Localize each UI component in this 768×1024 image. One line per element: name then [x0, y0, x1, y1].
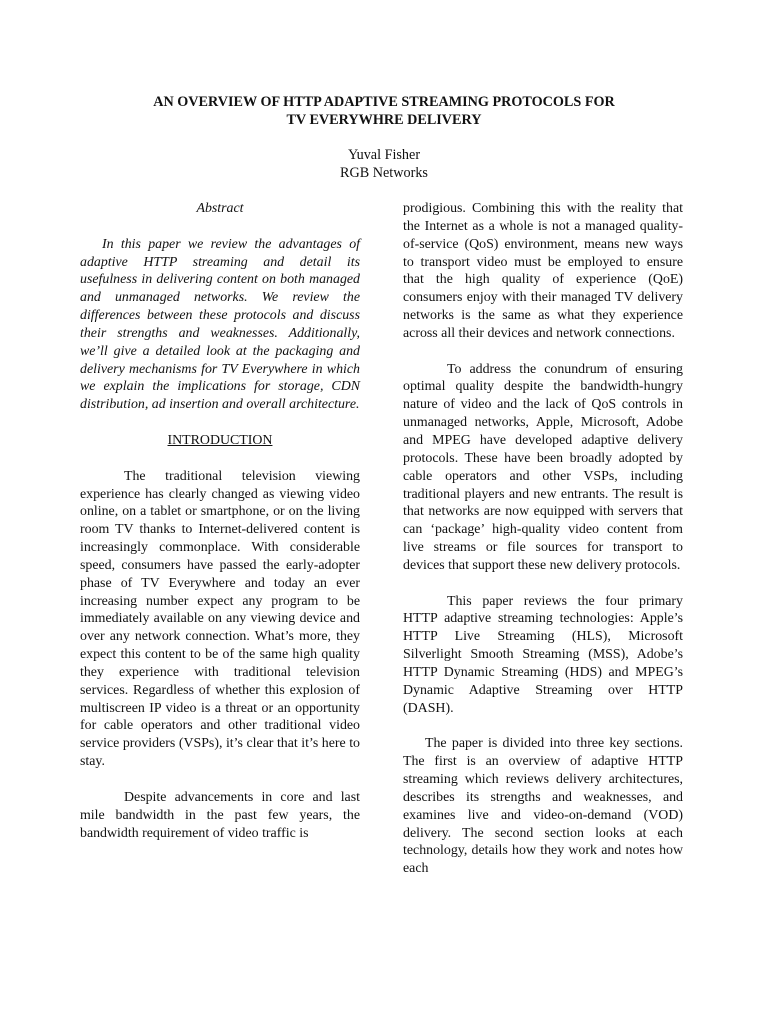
introduction-paragraph: The traditional television viewing experience has clearly changed as viewing video online, on a tablet or smartphone, or on the living room TV thanks to Internet-delivered content is increasingly commonplace. With considerable speed, consumers have passed the early-adopter phase of TV Everywhere and today an ever increasing number expect any program to be immediately available on any viewing device and over any network connection. What’s more, they expect this content to be of the same high quality they experience with traditional television services. Regardless of whether this explosion of multiscreen IP video is a threat or an opportunity for cable operators and other traditional video service providers (VSPs), it’s clear that it’s here to stay. [80, 468, 360, 770]
left-column [80, 200, 360, 860]
body-paragraph: This paper reviews the four primary HTTP adaptive streaming technologies: Apple’s HTTP Live Streaming (HLS), Microsoft Silverlight Smooth Streaming (MSS), Adobe’s HTTP Dynamic Streaming (HDS) and MPEG’s Dynamic Adaptive Streaming over HTTP (DASH). [403, 593, 683, 716]
introduction-heading: INTRODUCTION [167, 432, 273, 448]
abstract-heading: Abstract [196, 201, 244, 216]
author-name: Yuval Fisher [347, 147, 421, 163]
body-paragraph: The paper is divided into three key sections. The first is an overview of adaptive HTTP streaming which reviews delivery architectures, describes its strengths and weaknesses, and examines live and video-on-demand (VOD) delivery. The second section looks at each technology, details how they work and notes how each [403, 736, 683, 877]
introduction-paragraph: Despite advancements in core and last mile bandwidth in the past few years, the bandwidth requirement of video traffic is [80, 789, 360, 841]
title-line-1: AN OVERVIEW OF HTTP ADAPTIVE STREAMING PROTOCOLS FOR [153, 94, 615, 110]
paper-title [60, 93, 708, 129]
author-block [160, 146, 608, 182]
author-affiliation: RGB Networks [340, 165, 428, 181]
right-column [403, 200, 683, 896]
body-paragraph: To address the conundrum of ensuring optimal quality despite the bandwidth-hungry nature of video and the lack of QoS controls in unmanaged networks, Apple, Microsoft, Adobe and MPEG have developed adaptive delivery protocols. These have been broadly adopted by cable operators and other VSPs, including traditional players and new entrants. The result is that networks are now equipped with servers that can ‘package’ high-quality video content from live streams or file sources for transport to devices that support these new delivery protocols. [403, 361, 683, 573]
abstract-text: In this paper we review the advantages of adaptive HTTP streaming and detail its usefulness in delivering content on both managed and unmanaged networks. We review the differences between these protocols and discuss their strengths and weaknesses. Additionally, we’ll give a detailed look at the packaging and delivery mechanisms for TV Everywhere in which we explain the implications for storage, CDN distribution, ad insertion and overall architecture. [80, 236, 360, 413]
title-line-2: TV EVERYWHRE DELIVERY [286, 112, 482, 128]
body-paragraph: prodigious. Combining this with the reality that the Internet as a whole is not a managed quality-of-service (QoS) environment, means new ways to transport video must be employed to ensure that the high quality of experience (QoE) consumers enjoy with their managed TV delivery networks is the same as what they experience across all their devices and network connections. [403, 201, 683, 341]
